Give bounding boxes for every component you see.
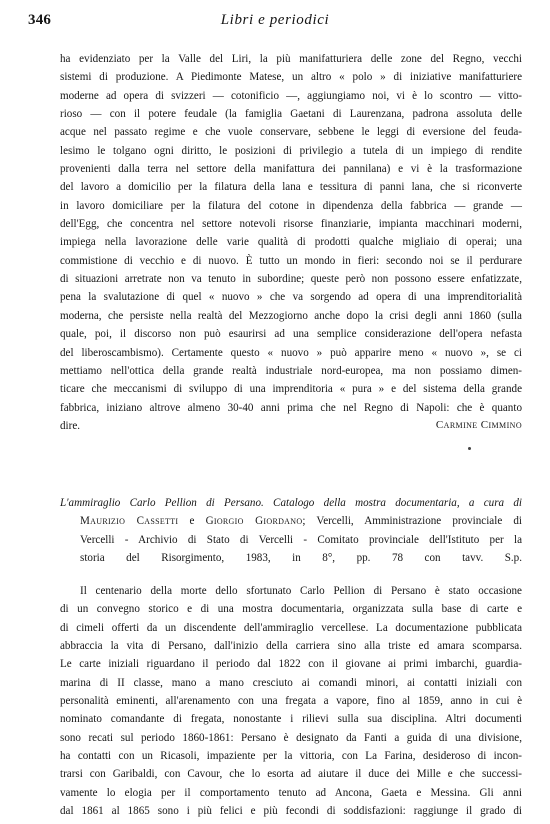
editor-join: e: [178, 515, 206, 528]
text-line: ha evidenziato per la Valle del Liri, la più manifatturiera delle zone del Regno, vecchi: [60, 53, 522, 65]
text-line: di un convegno storico e di una mostra documentaria, organizzata sulla base di carte e: [60, 603, 522, 616]
text-line: dell'Egg, che concentra nel settore notevoli risorse finanziarie, impianta macchinari moderni,: [60, 218, 522, 231]
page-number: 346: [28, 12, 52, 28]
text-line: rioso — con il potere feudale (la famiglia Gaetani di Laurenzana, padrona assoluta delle: [60, 108, 522, 121]
editor-name: Giorgio Giordano: [205, 515, 303, 528]
text-line: acque nel passato regime e che vuole conservare, sebbene le leggi di eversione del feuda-: [60, 126, 522, 139]
text-line: Le carte iniziali riguardano il periodo dal 1822 con il giovane ai primi imbarchi, guardia-: [60, 658, 522, 671]
text-line: del liberoscambismo). Certamente questo « nuovo » può apparire meno « nuovo », se ci: [60, 346, 522, 359]
text-line: marina di II classe, mano a mano cresciuto ai comandi minori, ai contatti iniziali con: [60, 676, 522, 689]
text-line: sistemi di produzione. A Piedimonte Matese, un altro « polo » di iniziative manifatturiere: [60, 71, 522, 84]
citation-title-line: [60, 494, 522, 512]
text-line: del lavoro a domicilio per la filatura della lana e tessitura di panni lana, che si riconverte: [60, 181, 522, 194]
text-line: personalità eminenti, all'arenamento con una fregata a vapore, fino al 1859, anno in cui è: [60, 695, 522, 708]
text-line: impiega nella lavorazione delle varie qualità di prodotti qualche migliaio di operai; una: [60, 236, 522, 249]
review-1-signature: Carmine Cimmino: [435, 419, 522, 431]
text-line: pena la svalutazione di quel « nuovo » che va sorgendo ad opera di una imprenditorialità: [60, 291, 522, 304]
book-citation: [60, 494, 522, 567]
text-line: in lavoro domiciliare per la filatura del cotone in dipendenza della fabbrica — grande —: [60, 199, 522, 212]
text-line: Il centenario della morte dello sfortunato Carlo Pellion di Persano è stato occasione: [80, 585, 522, 597]
text-line: nominato comandante di fregata, nonostante i rilievi sulla sua disciplina. Altri documenti: [60, 713, 522, 726]
text-line: ha contatti con un Ricasoli, impaziente per la vittoria, con La Farina, desideroso di incon-: [60, 750, 522, 763]
text-line: ticare che meccanismi di sviluppo di una imprenditoria « pura » e del sistema della grande: [60, 383, 522, 396]
publisher-text: ; Vercelli, Amministrazione provinciale di: [302, 515, 522, 528]
text-line: di cimeli offerti da un discendente dell'ammiraglio vercellese. La documentazione pubblicata: [60, 621, 522, 634]
citation-title: L'ammiraglio Carlo Pellion di Persano. Catalogo della mostra documentaria, a cura di: [60, 497, 522, 509]
editor-name: Maurizio Cassetti: [80, 515, 179, 528]
review-2-paragraph: [60, 582, 522, 820]
text-line: mettiamo nell'ottica della grande realtà industriale nord-europea, ma non possiamo dimen-: [60, 364, 522, 377]
text-line: fabbrica, iniziano altrove almeno 30-40 anni prima che nel Regno di Napoli: che è quanto: [60, 401, 522, 414]
citation-publisher-line: Vercelli - Archivio di Stato di Vercelli - Comitato provinciale dell'Istituto per la: [80, 533, 522, 546]
text-line: moderne ad opera di svizzeri — cotonificio —, aggiungiamo noi, vi è lo scontro — vitto-: [60, 89, 522, 102]
text-line: sono recati sul periodo 1860-1861: Persano è designato da Fanti a guida di una divisione,: [60, 731, 522, 744]
text-line: quale, poi, il discorso non può esaurirsi ad una semplice considerazione dell'opera nefasta: [60, 328, 522, 341]
text-line: di situazioni arretrate non va tenuto in subordine; queste però non possono essere enfatizzate,: [60, 273, 522, 286]
text-line: trarsi con Garibaldi, con Cavour, che lo esorta ad aiutare il duce dei Mille e che successi-: [60, 768, 522, 781]
text-line: dire.: [60, 419, 81, 432]
text-line: vamente lo elogia per il comportamento tenuto ad Ancona, Gaeta e Messina. Gli anni: [60, 786, 522, 799]
text-line: moderna, che persiste nella realtà del Mezzogiorno anche dopo la crisi degli anni 1860 (sulla: [60, 309, 522, 322]
text-line: abbraccia la vita di Persano, dall'inizio della carriera sino alla triste ed amara scomparsa.: [60, 640, 522, 653]
review-1-paragraph: [60, 50, 522, 435]
text-line: lesimo le tolgano ogni diritto, le posizioni di privilegio a tutela di un impiego di rendite: [60, 144, 522, 157]
separator-dot: [468, 447, 471, 450]
citation-details-line: storia del Risorgimento, 1983, in 8°, pp. 78 con tavv. S.p.: [80, 552, 522, 565]
running-title: Libri e periodici: [220, 12, 330, 28]
text-line: provenienti dalla terra nel settore della manifattura dei pannilana) e vi è la trasformazione: [60, 163, 522, 176]
text-line: commistione di vecchio e di nuovo. È tutto un mondo in fieri: secondo noi se il perdurare: [60, 254, 522, 267]
text-line: dal 1861 al 1865 sono i più felici e più fecondi di soddisfazioni: raggiunge il grado di: [60, 805, 522, 818]
citation-editors-line: [60, 512, 522, 530]
